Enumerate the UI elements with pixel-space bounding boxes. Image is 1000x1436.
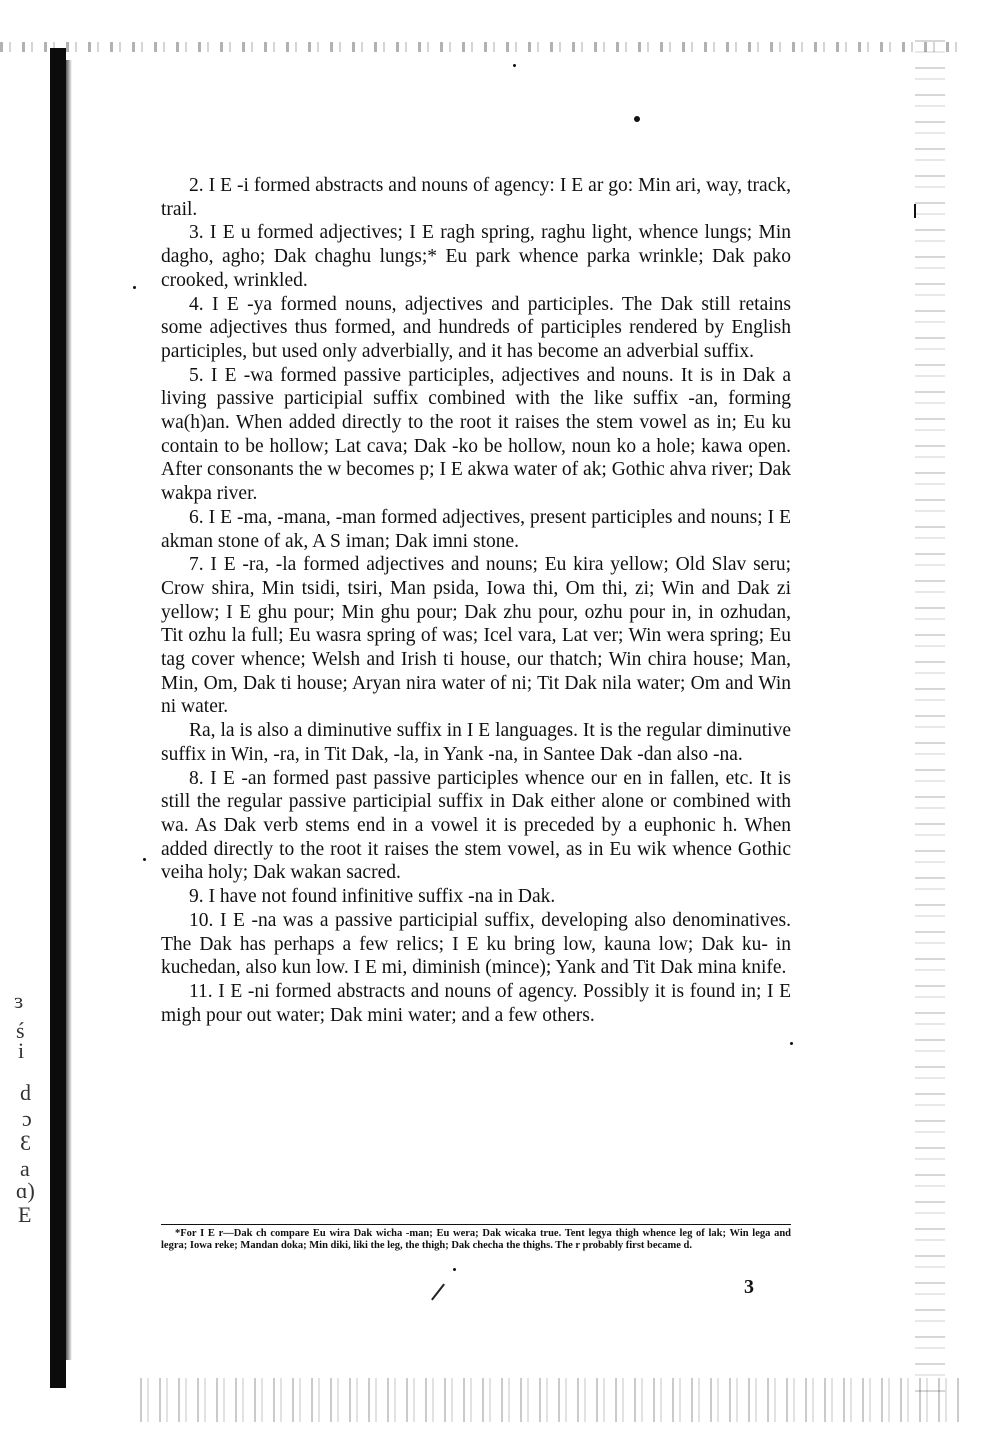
margin-fragment: ɑ) [16,1178,35,1203]
margin-fragment: ɔ [22,1106,32,1131]
binding-edge-shadow [66,60,72,1360]
ink-speck [634,116,640,122]
margin-fragment: E [18,1202,32,1227]
paragraph-9: 9. I have not found infinitive suffix -na in Dak. [189,886,556,908]
margin-fragment: Ɛ [20,1130,32,1155]
paragraph-8: 8. I E -an formed past passive participles whence our en in fallen, etc. It is still the regular passive participial suffix in Dak either alone or combined with wa. As Dak verb stems end in a vowel it is preceded by a euphonic h. When added directly to the root it raises the stem vowel, as in Eu wik whence Gothic veiha holy; Dak wakan sacred. [161,767,791,884]
ink-speck [513,64,516,67]
ink-speck [914,204,916,218]
paragraph-7: 7. I E -ra, -la formed adjectives and nouns; Eu kira yellow; Old Slav seru; Crow shira, Min tsidi, tsiri, Man psida, Iowa thi, Om thi, zi; Win and Dak zi yellow; I E ghu pour; Min ghu pour; Dak zhu pour, ozhu pour in, in ozhudan, Tit ozhu la full; Eu wasra spring of was; Icel vara, Lat ver; Win wera spring; Eu tag cover whence; Welsh and Irish ti house, our thatch; Win chira house; Man, Min, Om, Dak ti house; Aryan nira water of ni; Tit Dak nila water; Om and Win ni water. [161,554,791,718]
margin-fragment: ɜ [14,988,24,1013]
footnote: *For I E r—Dak ch compare Eu wira Dak wicha -man; Eu wera; Dak wicaka true. Tent legya thigh whence leg of lak; Win lega and legra; Iowa reke; Mandan doka; Min diki, liki the leg, the thigh; Dak checha the thighs. The r probably first became d. [161,1224,791,1251]
margin-fragment: ś [16,1018,25,1043]
scan-noise-bottom [140,1378,960,1422]
ink-speck [143,858,146,861]
ink-speck [133,286,136,289]
paragraph-5: 5. I E -wa formed passive participles, adjectives and nouns. It is in Dak a living passive participial suffix combined with the like suffix -an, forming wa(h)an. When added directly to the root it raises the stem vowel as in; Eu ku contain to be hollow; Lat cava; Dak -ko be hollow, noun ko a hole; kawa open. After consonants the w becomes p; I E akwa water of ak; Gothic ahva river; Dak wakpa river. [161,364,791,505]
ink-speck [790,1042,793,1045]
margin-fragment: a [20,1156,30,1181]
binding-edge [50,48,66,1388]
scan-noise-right [915,40,945,1400]
paragraph-4: 4. I E -ya formed nouns, adjectives and participles. The Dak still retains some adjectives thus formed, and hundreds of participles rendered by English participles, but used only adverbially, and it has become an adverbial suffix. [161,293,791,362]
paragraph-6: 6. I E -ma, -mana, -man formed adjectives, present participles and nouns; I E akman stone of ak, A S iman; Dak imni stone. [161,506,791,552]
paragraph-3: 3. I E u formed adjectives; I E ragh spring, raghu light, whence lungs; Min dagho, agho; Dak chaghu lungs;* Eu park whence parka wrinkle; Dak pako crooked, wrinkled. [161,222,791,291]
ink-speck [453,1268,456,1271]
paragraph-diminutive: Ra, la is also a diminutive suffix in I E languages. It is the regular diminutive suffix in Win, -ra, in Tit Dak, -la, in Yank -na, in Santee Dak -dan also -na. [161,720,791,765]
body-text [161,174,791,1027]
paragraph-11: 11. I E -ni formed abstracts and nouns of agency. Possibly it is found in; I E migh pour out water; Dak mini water; and a few others. [161,980,791,1026]
margin-fragment: d [20,1080,31,1105]
stray-pen-mark [431,1284,445,1301]
page-number: 3 [744,1276,754,1298]
scan-noise-top [0,42,960,52]
paragraph-10: 10. I E -na was a passive participial suffix, developing also denominatives. The Dak has perhaps a few relics; I E ku bring low, kauna low; Dak ku- in kuchedan, also kun low. I E mi, diminish (mince); Yank and Tit Dak mina knife. [161,909,791,979]
paragraph-2: 2. I E -i formed abstracts and nouns of agency: I E ar go: Min ari, way, track, trail. [161,175,791,220]
margin-fragment: i [18,1038,25,1063]
